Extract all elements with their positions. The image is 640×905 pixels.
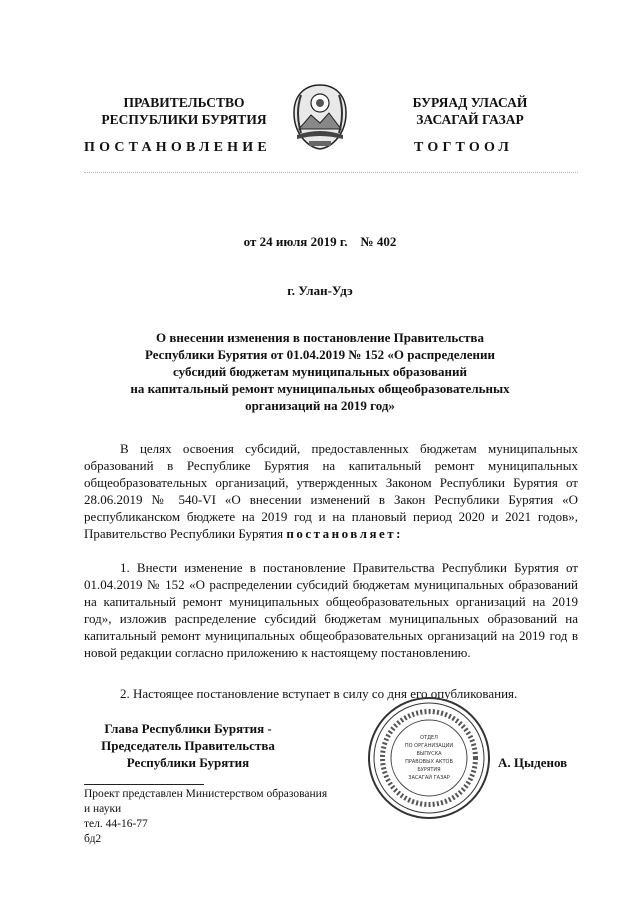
signatory-position xyxy=(84,720,292,771)
footnote-line: и науки xyxy=(84,803,122,815)
stamp-line: ПО ОРГАНИЗАЦИИ xyxy=(404,743,454,749)
item-2-paragraph: 2. Настоящее постановление вступает в силу со дня его опубликования. xyxy=(120,686,518,701)
item-1-paragraph: 1. Внести изменение в постановление Правительства Республики Бурятия от 01.04.2019 № 152 «О распределении субсидий бюджетам муниципальных образований на капитальный ремонт муниципальных общеобразовательных организаций на 2019 год», изложив распределение субсидий бюджетам муниципальных образований на капитальный ремонт муниципальных общеобразовательных организаций на 2019 год в новой редакции согласно приложению к настоящему постановлению. xyxy=(84,560,578,660)
footnote-line: Проект представлен Министерством образования xyxy=(84,788,328,800)
title-line: организаций на 2019 год» xyxy=(245,398,395,413)
footnote-divider xyxy=(84,784,204,785)
stamp-line: ЗАСАГАЙ ГАЗАР xyxy=(408,775,450,781)
position-line: Глава Республики Бурятия - xyxy=(104,721,272,736)
signatory-name: А. Цыденов xyxy=(498,755,568,770)
stamp-line: ПРАВОВЫХ АКТОВ xyxy=(405,759,453,765)
document-title xyxy=(60,329,580,414)
title-line: О внесении изменения в постановление Правительства xyxy=(156,330,484,345)
title-line: субсидий бюджетам муниципальных образований xyxy=(173,364,467,379)
position-line: Председатель Правительства xyxy=(101,738,275,753)
stamp-line: ВЫПУСКА xyxy=(416,751,442,757)
title-line: Республики Бурятия от 01.04.2019 № 152 «О распределении xyxy=(144,347,495,362)
decree-word: постановляет: xyxy=(286,526,403,541)
stamp-line: БУРЯТИЯ xyxy=(417,767,441,773)
gov-name-bur-line1: БУРЯАД УЛАСАЙ xyxy=(412,95,528,110)
coat-of-arms-icon xyxy=(291,83,349,151)
gov-name-line1: ПРАВИТЕЛЬСТВО xyxy=(123,95,245,110)
header-left xyxy=(84,94,284,128)
header-right xyxy=(380,94,560,128)
doc-type-bur: ТОГТООЛ xyxy=(414,140,514,155)
preamble-paragraph xyxy=(84,440,578,542)
footnote xyxy=(84,787,374,847)
preamble-text: В целях освоения субсидий, предоставленных бюджетам муниципальных образований в Республике Бурятия на капитальный ремонт муниципальных общеобразовательных организаций, утвержденных Законом Республики Бурятия от 28.06.2019 № 540-VI «О внесении изменений в Закон Республики Бурятия «О республиканском бюджете на 2019 год и на плановый период 2020 и 2021 годов», Правительство Республики Бурятия xyxy=(84,441,578,541)
footnote-line: тел. 44-16-77 xyxy=(84,818,148,830)
official-stamp-icon xyxy=(366,695,492,821)
gov-name-bur-line2: ЗАСАГАЙ ГАЗАР xyxy=(416,112,524,127)
date-number: от 24 июля 2019 г. № 402 xyxy=(243,234,397,249)
position-line: Республики Бурятия xyxy=(126,755,250,770)
footnote-line: бд2 xyxy=(84,833,102,845)
header-divider xyxy=(84,172,578,173)
title-line: на капитальный ремонт муниципальных общеобразовательных xyxy=(130,381,510,396)
doc-type-ru: ПОСТАНОВЛЕНИЕ xyxy=(84,140,271,155)
gov-name-line2: РЕСПУБЛИКИ БУРЯТИЯ xyxy=(101,112,267,127)
city: г. Улан-Удэ xyxy=(287,283,353,298)
stamp-line: ОТДЕЛ xyxy=(420,735,438,741)
